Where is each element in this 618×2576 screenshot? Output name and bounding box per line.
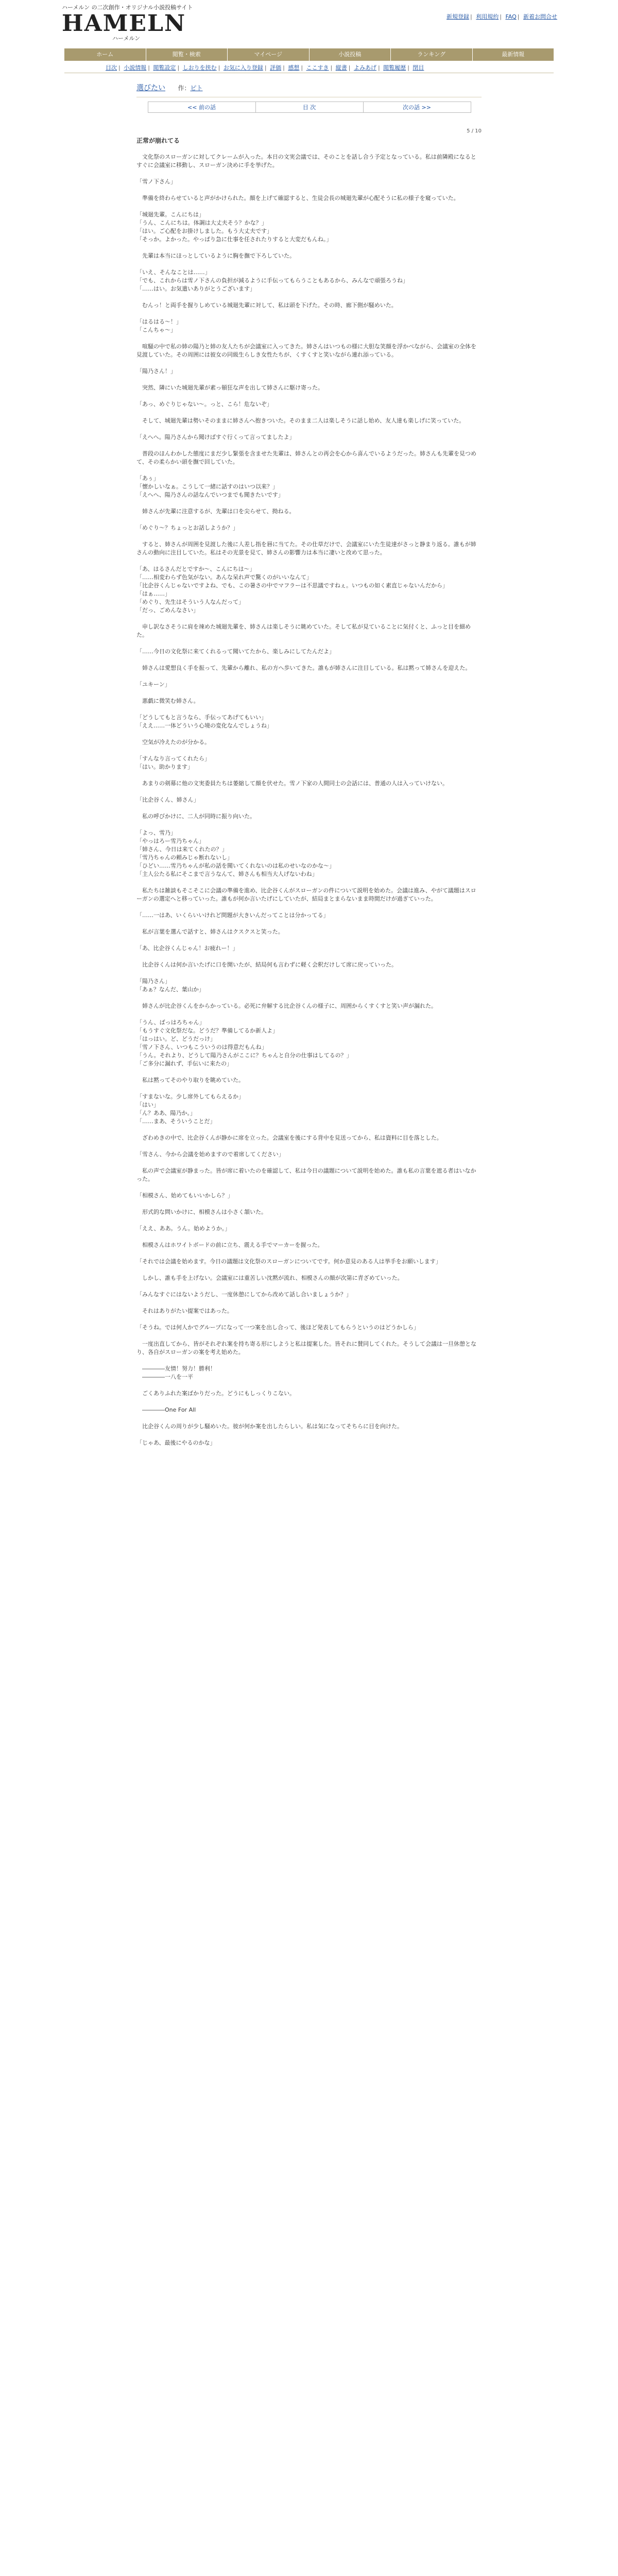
story-paragraph: 姉さんが比企谷くんをからかっている。必死に弁解する比企谷くんの様子に、周囲からくすくすと笑い声が漏れた。 [136,1003,437,1009]
story-paragraph: 私が言葉を選んで話すと、姉さんはクスクスと笑った。 [136,928,284,935]
story-paragraph [136,1010,482,1019]
story-paragraph: 「ご多分に漏れず、手伝いに来たの」 [136,1060,233,1067]
story-paragraph: 「どうしてもと言うなら、手伝ってあげてもいい」 [136,714,267,721]
subnav-close[interactable]: 閉目 [413,64,424,71]
story-paragraph: 比企谷くんは何か言いたげに口を開いたが、結局何も言わずに軽く会釈だけして席に戻っていった。 [136,961,397,968]
subnav-bookmark[interactable]: しおりを挟む [182,64,217,71]
logo-kana: ハーメルン [112,35,141,42]
story-paragraph: 文化祭のスローガンに対してクレームが入った。本日の文実会議では、そのことを話し合う予定となっている。私は前隣殿になるとすぐに会議室に移動し、スローガン決めに手を挙げた。 [136,154,476,168]
story-paragraph [136,771,482,779]
story-paragraph [136,804,482,812]
story-paragraph [136,656,482,664]
story-paragraph [136,747,482,755]
story-paragraph: 「ええ……一体どういう心境の変化なんでしょうね」 [136,722,272,729]
story-paragraph [136,920,482,928]
subnav-index[interactable]: 目次 [106,64,117,71]
chapter-title: 正常が崩れてる [136,137,180,144]
story-paragraph [136,821,482,829]
story-body [136,153,482,1447]
story-paragraph: 「あっ、めぐりじゃない〜。っと、こら！危ないぞ」 [136,401,272,408]
story-paragraph: 「相模さん、始めてもいいかしら？」 [136,1192,233,1199]
story-paragraph: 「あ、はるさんだとですか〜、こんにちは〜」 [136,566,255,572]
story-paragraph: すると、姉さんが周囲を見渡した後に人差し指を唇に当てた。その仕草だけで、会議室にいた生徒達がさっと静まり返る。誰もが姉さんの動向に注目していた。私はその光景を見て、姉さんの影響力は本当に凄いと改めて思った。 [136,541,476,556]
story-paragraph: ごくありふれた案ばかりだった。どうにもしっくりこない。 [136,1390,295,1397]
story-paragraph: 「雪ノ下さん」 [136,178,176,185]
story-paragraph: 姉さんは愛想良く手を振って、先輩から離れ、私の方へ歩いてきた。誰もが姉さんに注目している。私は黙って姉さんを迎えた。 [136,665,471,671]
subnav-settings[interactable]: 閲覧設定 [153,64,176,71]
faq-link[interactable]: FAQ [505,13,517,20]
story-paragraph [136,516,482,524]
story-paragraph: 私は黙ってそのやり取りを眺めていた。 [136,1077,244,1083]
nav-home[interactable]: ホーム [64,48,146,61]
story-paragraph: 「はい。ご心配をお掛けしました。もう大丈夫です」 [136,228,272,234]
story-paragraph: 「うん、ばっはろちゃん」 [136,1019,205,1026]
novel-title-row [136,82,482,94]
story-paragraph: 「そうね。では何人かでグループになって一つ案を出し合って、後ほど発表してもらうというのはどうかしら」 [136,1324,419,1331]
story-paragraph [136,994,482,1002]
story-paragraph [136,557,482,565]
story-paragraph [136,705,482,714]
story-paragraph: 「よっ、雪乃」 [136,829,176,836]
story-paragraph: ――――一八を一平 [136,1374,193,1380]
top-links: 新規登録 | 利用規約 | FAQ | 新着お問合せ [447,13,557,20]
story-paragraph [136,244,482,252]
story-paragraph: 私の声で会議室が静まった。皆が席に着いたのを確認して、私は今日の議題について説明を始めた。誰も私の言葉を遮る者はいなかった。 [136,1167,476,1182]
story-paragraph [136,1200,482,1208]
story-paragraph: 「……相変わらず色気がない。あんな呆れ声で驚くのがいいなんて」 [136,574,312,581]
story-paragraph [136,672,482,681]
contact-link[interactable]: 新着お問合せ [523,13,557,20]
novel-subnav: 目次 | 小説情報 | 閲覧設定 | しおりを挟む | お気に入り登録 | 評価 | 感想 | ここすき | 縦書 | よみあげ | 閲覧履歴 | 閉目 [64,63,554,73]
story-paragraph: 姉さんが先輩に注意するが、先輩は口を尖らせて、拗ねる。 [136,508,295,515]
story-paragraph: 「比企谷くんじゃないですよね、でも、この暑さの中でマフラーは不思議ですねぇ。いつもの如く素直じゃないんだから」 [136,582,448,589]
story-paragraph [136,936,482,944]
terms-link[interactable]: 利用規約 [476,13,499,20]
story-paragraph: 「あぅ」 [136,475,159,482]
story-paragraph: 「いえ、そんなことは……」 [136,269,211,276]
story-paragraph: むんっ！と両手を握りしめている城廻先輩に対して、私は頭を下げた。その時、廊下側が騒めいた。 [136,302,397,309]
story-paragraph: 「うん。それより、どうして陽乃さんがここに？ちゃんと自分の仕事はしてるの？」 [136,1052,352,1059]
nav-mypage[interactable]: マイページ [228,48,310,61]
index-button[interactable]: 目 次 [255,101,364,113]
story-paragraph: 「ユキーン」 [136,681,170,688]
author-label: 作： [178,84,191,92]
register-link[interactable]: 新規登録 [447,13,470,20]
story-paragraph [136,359,482,367]
novel-title-link[interactable]: 選びたい [136,84,165,92]
story-paragraph [136,953,482,961]
story-paragraph: ――――One For All [136,1406,196,1413]
story-paragraph [136,730,482,738]
story-paragraph: 悪戯に微笑む姉さん。 [136,698,199,704]
story-paragraph: ざわめきの中で、比企谷くんが静かに席を立った。会議室を後にする背中を見送ってから、私は資料に目を落とした。 [136,1134,442,1141]
subnav-like[interactable]: ここすき [306,64,329,71]
story-paragraph: 形式的な問いかけに、相模さんは小さく頷いた。 [136,1209,267,1215]
story-paragraph [136,392,482,400]
story-paragraph [136,689,482,697]
story-paragraph [136,1084,482,1093]
story-paragraph: 「はぁ……」 [136,590,170,597]
story-paragraph [136,1357,482,1365]
global-nav [64,48,554,61]
story-paragraph [136,903,482,911]
story-paragraph: 「めぐり、先生はそういう人なんだって」 [136,599,244,605]
story-paragraph: 「えへへ。陽乃さんから聞けばすぐ行くって言ってましたよ」 [136,434,295,440]
story-paragraph [136,1431,482,1439]
subnav-review[interactable]: 感想 [288,64,300,71]
site-header [0,0,618,49]
story-paragraph [136,1414,482,1422]
story-paragraph [136,639,482,648]
story-paragraph: 「ええ、ああ。うん。始めようか。」 [136,1225,231,1232]
story-paragraph: それはありがたい提案ではあった。 [136,1308,233,1314]
story-paragraph: 「雪ノ下さん、いつもこういうのは得意だもんね」 [136,1044,267,1050]
story-paragraph: 普段のほんわかした態度にまだ少し緊張を含ませた先輩は、姉さんとの再会を心から喜んでいるようだった。姉さんも先輩を見つめて、その柔らかい頭を撫で回していた。 [136,450,476,465]
story-paragraph [136,1159,482,1167]
story-paragraph: 「……一はあ、いくらいいけれど問題が大きいんだってことは分かってる」 [136,912,329,919]
story-paragraph: 先輩は本当にほっとしているように胸を撫で下ろしていた。 [136,252,295,259]
story-paragraph: 「こんちゃ〜」 [136,327,176,333]
story-paragraph: あまりの剣幕に他の文実委員たちは萎縮して顔を伏せた。雪ノ下家の人間同士の会話には、普通の人は入っていけない。 [136,780,448,787]
story-paragraph [136,1068,482,1076]
story-paragraph [136,442,482,450]
story-paragraph: 一度出直してから、皆がそれぞれ案を持ち寄る形にしようと私は提案した。皆それに賛同してくれた。そうして会議は一旦休憩となり、各自がスローガンの案を考え始めた。 [136,1341,476,1355]
nav-post[interactable]: 小説投稿 [310,48,391,61]
logo-subtitle: ハーメルン の二次創作・オリジナル小説投稿サイト [62,4,193,11]
story-paragraph: 「もうすぐ文化祭だな。どうだ？準備してるか新人よ」 [136,1027,278,1034]
story-paragraph [136,425,482,433]
story-paragraph [136,1299,482,1307]
story-paragraph [136,1315,482,1324]
story-paragraph: 「陽乃さん！」 [136,368,176,375]
story-paragraph: 私の呼びかけに、二人が同時に振り向いた。 [136,813,255,820]
prev-chapter-button[interactable]: << 前の話 [148,101,256,113]
story-paragraph: 「すんなり言ってくれたら」 [136,755,210,762]
author-link[interactable]: ピト [190,84,203,92]
story-paragraph: そして、城廻先輩は勢いそのままに姉さんへ抱きついた。そのまま二人は楽しそうに話し始め、友人達も楽しげに笑っていた。 [136,417,465,424]
story-paragraph: 喧騒の中で私の姉の陽乃と姉の友人たちが会議室に入ってきた。姉さんはいつもの様に大胆な笑顔を浮かべながら、会議室の全体を見渡していた。その周囲には彼女の同級生らしき女性たちが、くすくすと笑いながら連れ添っている。 [136,343,476,358]
story-paragraph: 「……まあ、そういうことだ」 [136,1118,216,1125]
story-paragraph: 「はっはい。ど、どうだっけ」 [136,1036,216,1042]
story-paragraph: 「……今日の文化祭に来てくれるって聞いてたから、楽しみにしてたんだよ」 [136,648,335,655]
story-paragraph: 「えへへ、陽乃さんの話なんでいつまでも聞きたいです」 [136,492,284,498]
story-paragraph [136,1381,482,1389]
story-paragraph [136,186,482,194]
story-paragraph: 「うん、こんにちは。体調は大丈夫そう？かな？」 [136,219,267,226]
story-paragraph [136,1266,482,1274]
story-paragraph [136,532,482,540]
story-paragraph: 「それでは会議を始めます。今日の議題は文化祭のスローガンについてです。何か意見のある人は挙手をお願いします」 [136,1258,441,1265]
story-paragraph [136,1332,482,1340]
next-chapter-button[interactable]: 次の話 >> [363,101,471,113]
story-paragraph: 「でも、これからは雪ノ下さんの負担が減るように手伝ってもらうこともあるから、みんなで頑張ろうね」 [136,277,408,284]
story-paragraph: 「……はい。お気遣いありがとうございます」 [136,285,255,292]
story-paragraph [136,293,482,301]
story-paragraph [136,1249,482,1258]
story-paragraph: 空気が冷えたのが分かる。 [136,739,210,745]
story-paragraph [136,334,482,343]
story-paragraph [136,1126,482,1134]
story-paragraph: 「すまないな。少し席外してもらえるか」 [136,1093,244,1100]
story-paragraph [136,1233,482,1241]
story-paragraph: 「ん？ああ、陽乃か。」 [136,1110,196,1116]
story-paragraph: 突然、隣にいた城廻先輩が素っ頓狂な声を出して姉さんに駆け寄った。 [136,384,323,391]
story-paragraph: しかし、誰も手を上げない。会議室には重苦しい沈黙が流れ、相模さんの顔が次第に青ざめていった。 [136,1275,403,1281]
site-logo[interactable] [62,3,193,44]
story-paragraph [136,310,482,318]
story-paragraph: 準備を終わらせていると声がかけられた。顔を上げて確認すると、生徒会長の城廻先輩が心配そうに私の様子を窺っていた。 [136,195,459,201]
story-paragraph: 「あ、比企谷くんじゃん！お疲れー！」 [136,945,238,952]
story-paragraph: 相模さんはホワイトボードの前に立ち、震える手でマーカーを握った。 [136,1242,323,1248]
chapter-count: 5 / 10 [467,128,482,134]
story-paragraph: 「懐かしいなぁ。こうして一緒に話すのはいつ以来？」 [136,483,278,490]
story-paragraph: 「陽乃さん」 [136,978,170,985]
subnav-rate[interactable]: 評価 [270,64,282,71]
story-paragraph [136,202,482,211]
story-paragraph: 「はるはる〜！」 [136,318,182,325]
story-paragraph: 「めぐり〜？ちょっとお話しようか？」 [136,524,238,531]
story-paragraph [136,1216,482,1225]
story-paragraph [136,878,482,887]
story-paragraph: 「そっか。よかった。やっぱり急に仕事を任されたりすると大変だもんね。」 [136,236,332,243]
story-paragraph: 「比企谷くん、姉さん」 [136,796,199,803]
nav-search[interactable]: 閲覧・検索 [146,48,228,61]
story-paragraph [136,409,482,417]
subnav-readaloud[interactable]: よみあげ [353,64,376,71]
story-paragraph [136,1183,482,1192]
story-paragraph: 「姉さん、今日は来てくれたの？」 [136,846,228,853]
subnav-vertical[interactable]: 縦書 [335,64,347,71]
subnav-history[interactable]: 閲覧履歴 [383,64,406,71]
story-paragraph: 「雪乃ちゃんの頼みじゃ断れないし」 [136,854,233,861]
story-paragraph: ――――友情！努力！勝利！ [136,1365,216,1372]
story-paragraph: 「だっ、ごめんなさい」 [136,607,199,614]
subnav-info[interactable]: 小説情報 [124,64,147,71]
story-paragraph [136,170,482,178]
story-paragraph [136,376,482,384]
story-paragraph [136,499,482,507]
story-paragraph: 「はい」 [136,1101,159,1108]
story-paragraph: 「あぁ？なんだ、葉山か」 [136,986,204,993]
story-paragraph: 「雪さん、今から会議を始めますので着席してください」 [136,1151,284,1158]
story-paragraph [136,615,482,623]
story-paragraph [136,466,482,474]
subnav-favorite[interactable]: お気に入り登録 [223,64,263,71]
story-paragraph: 申し訳なさそうに肩を竦めた城廻先輩を、姉さんは楽しそうに眺めていた。そして私が見ていることに気付くと、ふっと目を細めた。 [136,623,471,638]
story-paragraph: 比企谷くんの周りが少し騒めいた。彼が何か案を出したらしい。私は気になってそちらに目を向けた。 [136,1423,403,1430]
story-paragraph [136,1142,482,1150]
story-paragraph [136,788,482,796]
chapter-pager [136,101,482,113]
story-paragraph: 「城廻先輩。こんにちは」 [136,211,204,218]
nav-news[interactable]: 最新情報 [502,51,525,58]
story-paragraph [136,260,482,268]
story-paragraph: 「みんなすぐにはないようだし、一度休憩にしてから改めて話し合いましょうか？」 [136,1291,352,1298]
story-paragraph: 「ひどい……雪乃ちゃんが私の話を聞いてくれないのは私のせいなのかな〜」 [136,862,335,869]
story-paragraph: 私たちは雑談もそこそこに会議の準備を進め、比企谷くんがスローガンの件について説明を始めた。会議は進み、やがて議題はスローガンの選定へと移っていった。誰もが何か言いたげにしていたが、結局まとまらないまま時間だけが過ぎていった。 [136,887,476,902]
logo-title: HAMELN [62,10,186,37]
story-paragraph: 「はい。助かります」 [136,764,193,770]
story-paragraph: 「やっはろー雪乃ちゃん」 [136,838,204,844]
nav-ranking[interactable]: ランキング [391,48,473,61]
story-paragraph [136,969,482,977]
story-paragraph [136,1398,482,1406]
story-paragraph: 「主人公たる私にそこまで言うなんて、姉さんも相当大人げないわね」 [136,871,318,877]
main-content [136,82,482,1447]
story-paragraph [136,1282,482,1291]
story-paragraph: 「じゃあ、最後にやるのかな」 [136,1439,216,1446]
